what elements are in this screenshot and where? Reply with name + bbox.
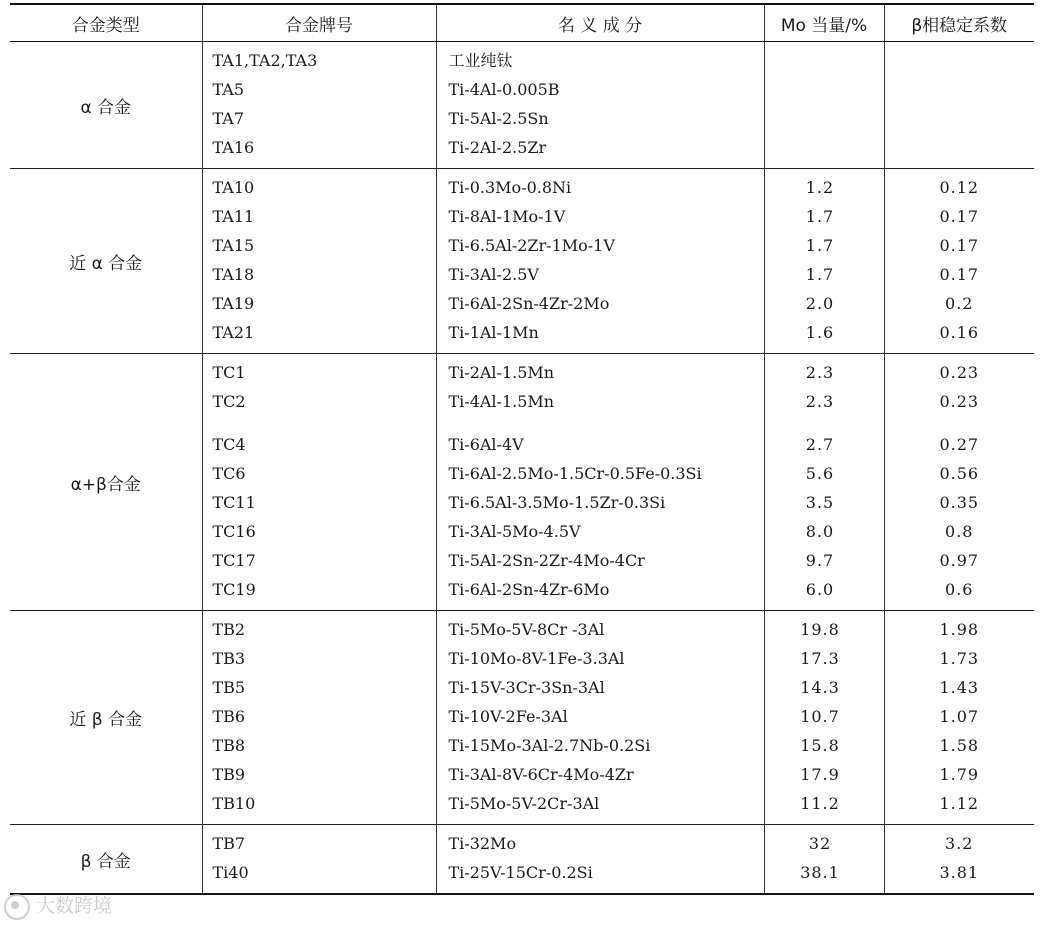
alloy-grade-cell (202, 169, 436, 354)
beta-coefficient-value (885, 75, 1035, 104)
beta-coefficient-value: 0.17 (939, 265, 980, 284)
logo-icon (4, 894, 30, 920)
mo-equivalent-value: 11.2 (800, 794, 840, 813)
composition-cell (436, 354, 764, 611)
header-beta-coefficient: β相稳定系数 (884, 4, 1034, 42)
beta-coefficient-value: 1.58 (939, 736, 980, 755)
alloy-grade-value: TA11 (212, 207, 255, 226)
beta-coefficient-value: 0.8 (945, 522, 974, 541)
alloy-grade-value: TB6 (212, 707, 246, 726)
mo-equivalent-cell (764, 611, 884, 825)
alloy-grade-value: TA16 (212, 138, 255, 157)
mo-equivalent-cell (764, 169, 884, 354)
mo-equivalent-value: 10.7 (800, 707, 840, 726)
mo-equivalent-value: 5.6 (805, 464, 835, 483)
composition-value: Ti-6Al-4V (448, 435, 524, 454)
row-spacer (885, 416, 1035, 430)
composition-value: Ti-5Al-2.5Sn (448, 109, 549, 128)
table-row-group (10, 825, 1034, 895)
table-header (10, 4, 1034, 42)
mo-equivalent-value: 1.7 (805, 265, 835, 284)
alloy-type-cell: β 合金 (80, 851, 131, 872)
composition-value: Ti-3Al-5Mo-4.5V (448, 522, 581, 541)
beta-coefficient-cell (884, 611, 1034, 825)
composition-value: Ti-2Al-1.5Mn (448, 363, 555, 382)
mo-equivalent-value: 1.7 (805, 207, 835, 226)
alloy-grade-value: TB10 (212, 794, 256, 813)
beta-coefficient-value: 0.17 (939, 236, 980, 255)
mo-equivalent-value: 1.2 (805, 178, 835, 197)
mo-equivalent-cell (764, 354, 884, 611)
mo-equivalent-value: 38.1 (800, 863, 840, 882)
composition-value: Ti-6Al-2.5Mo-1.5Cr-0.5Fe-0.3Si (448, 464, 702, 483)
beta-coefficient-value: 0.6 (945, 580, 974, 599)
composition-cell (436, 42, 764, 169)
beta-coefficient-value: 0.12 (939, 178, 980, 197)
alloy-grade-value: TC4 (212, 435, 246, 454)
composition-value: Ti-15Mo-3Al-2.7Nb-0.2Si (448, 736, 651, 755)
beta-coefficient-value: 0.27 (939, 435, 980, 454)
composition-value: Ti-4Al-1.5Mn (448, 392, 555, 411)
alloy-grade-cell (202, 354, 436, 611)
beta-coefficient-cell (884, 354, 1034, 611)
alloy-grade-cell (202, 42, 436, 169)
beta-coefficient-cell (884, 42, 1034, 169)
mo-equivalent-value: 3.5 (805, 493, 835, 512)
beta-coefficient-cell (884, 169, 1034, 354)
composition-value: 工业纯钛 (448, 51, 513, 70)
composition-cell (436, 611, 764, 825)
beta-coefficient-value: 1.73 (939, 649, 980, 668)
alloy-grade-value: TB9 (212, 765, 246, 784)
mo-equivalent-value: 14.3 (800, 678, 840, 697)
beta-coefficient-value: 1.12 (939, 794, 980, 813)
composition-value: Ti-0.3Mo-0.8Ni (448, 178, 572, 197)
alloy-grade-value: TA21 (212, 323, 255, 342)
alloy-grade-cell (202, 611, 436, 825)
beta-coefficient-value: 3.2 (945, 834, 974, 853)
beta-coefficient-value: 1.79 (939, 765, 980, 784)
composition-value: Ti-15V-3Cr-3Sn-3Al (448, 678, 605, 697)
composition-value: Ti-3Al-8V-6Cr-4Mo-4Zr (448, 765, 634, 784)
alloy-grade-value: TC1 (212, 363, 246, 382)
mo-equivalent-value: 2.3 (805, 363, 835, 382)
composition-value: Ti-6.5Al-3.5Mo-1.5Zr-0.3Si (448, 493, 666, 512)
watermark-text: 大数跨境 (36, 895, 113, 917)
beta-coefficient-value: 1.43 (939, 678, 980, 697)
mo-equivalent-value: 9.7 (805, 551, 835, 570)
header-alloy-type: 合金类型 (10, 4, 202, 42)
alloy-grade-value: TA5 (212, 80, 245, 99)
alloy-grade-value: TA19 (212, 294, 255, 313)
alloy-grade-value: TC16 (212, 522, 256, 541)
composition-value: Ti-25V-15Cr-0.2Si (448, 863, 593, 882)
watermark (4, 890, 144, 922)
composition-value: Ti-6.5Al-2Zr-1Mo-1V (448, 236, 615, 255)
mo-equivalent-value: 19.8 (800, 620, 840, 639)
beta-coefficient-value (885, 46, 1035, 75)
alloy-grade-value: TB3 (212, 649, 246, 668)
beta-coefficient-value: 0.56 (939, 464, 980, 483)
beta-coefficient-value: 0.2 (945, 294, 974, 313)
row-spacer (203, 416, 436, 430)
composition-value: Ti-1Al-1Mn (448, 323, 539, 342)
composition-value: Ti-4Al-0.005B (448, 80, 560, 99)
alloy-type-cell: 近 α 合金 (69, 253, 143, 274)
mo-equivalent-value: 15.8 (800, 736, 840, 755)
table-body (10, 42, 1034, 895)
mo-equivalent-value: 32 (808, 834, 832, 853)
alloy-grade-cell (202, 825, 436, 895)
alloy-grade-value: TC17 (212, 551, 256, 570)
mo-equivalent-value (765, 133, 884, 162)
mo-equivalent-value: 17.9 (800, 765, 840, 784)
table-row-group (10, 169, 1034, 354)
alloy-grade-value: Ti40 (212, 863, 249, 882)
alloy-grade-value: TB7 (212, 834, 246, 853)
header-alloy-grade: 合金牌号 (202, 4, 436, 42)
alloy-table (10, 3, 1034, 895)
alloy-grade-value: TA10 (212, 178, 255, 197)
beta-coefficient-value: 0.16 (939, 323, 980, 342)
header-mo-equivalent: Mo 当量/% (764, 4, 884, 42)
composition-value: Ti-5Al-2Sn-2Zr-4Mo-4Cr (448, 551, 645, 570)
mo-equivalent-value: 1.7 (805, 236, 835, 255)
beta-coefficient-value: 3.81 (939, 863, 980, 882)
alloy-type-cell: 近 β 合金 (69, 710, 143, 730)
header-composition: 名 义 成 分 (436, 4, 764, 42)
mo-equivalent-cell (764, 42, 884, 169)
beta-coefficient-value (885, 133, 1035, 162)
composition-value: Ti-8Al-1Mo-1V (448, 207, 566, 226)
mo-equivalent-value: 2.3 (805, 392, 835, 411)
alloy-type-cell: α+β合金 (70, 474, 141, 495)
mo-equivalent-value (765, 104, 884, 133)
row-spacer (437, 416, 764, 430)
composition-value: Ti-32Mo (448, 834, 517, 853)
alloy-grade-value: TA1,TA2,TA3 (212, 51, 318, 70)
row-spacer (765, 416, 884, 430)
mo-equivalent-value (765, 46, 884, 75)
mo-equivalent-value: 8.0 (805, 522, 835, 541)
alloy-grade-value: TA18 (212, 265, 255, 284)
composition-value: Ti-10V-2Fe-3Al (448, 707, 568, 726)
beta-coefficient-value: 0.97 (939, 551, 980, 570)
beta-coefficient-value: 1.98 (939, 620, 980, 639)
table-row-group (10, 354, 1034, 611)
alloy-grade-value: TC19 (212, 580, 256, 599)
beta-coefficient-value: 1.07 (939, 707, 980, 726)
mo-equivalent-value: 2.0 (805, 294, 835, 313)
composition-value: Ti-3Al-2.5V (448, 265, 539, 284)
alloy-grade-value: TC11 (212, 493, 256, 512)
header-row (10, 4, 1034, 42)
beta-coefficient-value: 0.23 (939, 392, 980, 411)
alloy-type-cell: α 合金 (80, 97, 132, 118)
alloy-grade-value: TA15 (212, 236, 255, 255)
composition-value: Ti-5Mo-5V-8Cr -3Al (448, 620, 605, 639)
mo-equivalent-value: 17.3 (800, 649, 840, 668)
alloy-grade-value: TB2 (212, 620, 246, 639)
composition-value: Ti-6Al-2Sn-4Zr-6Mo (448, 580, 610, 599)
composition-value: Ti-10Mo-8V-1Fe-3.3Al (448, 649, 625, 668)
beta-coefficient-value: 0.35 (939, 493, 980, 512)
mo-equivalent-value: 1.6 (805, 323, 835, 342)
alloy-grade-value: TC2 (212, 392, 246, 411)
table-row-group (10, 42, 1034, 169)
beta-coefficient-value: 0.17 (939, 207, 980, 226)
mo-equivalent-value: 6.0 (805, 580, 835, 599)
mo-equivalent-value: 2.7 (805, 435, 835, 454)
beta-coefficient-cell (884, 825, 1034, 895)
composition-value: Ti-2Al-2.5Zr (448, 138, 547, 157)
alloy-grade-value: TC6 (212, 464, 246, 483)
beta-coefficient-value: 0.23 (939, 363, 980, 382)
composition-value: Ti-5Mo-5V-2Cr-3Al (448, 794, 600, 813)
mo-equivalent-value (765, 75, 884, 104)
beta-coefficient-value (885, 104, 1035, 133)
composition-cell (436, 825, 764, 895)
composition-cell (436, 169, 764, 354)
alloy-grade-value: TA7 (212, 109, 245, 128)
mo-equivalent-cell (764, 825, 884, 895)
alloy-grade-value: TB5 (212, 678, 246, 697)
alloy-grade-value: TB8 (212, 736, 246, 755)
table-row-group (10, 611, 1034, 825)
composition-value: Ti-6Al-2Sn-4Zr-2Mo (448, 294, 610, 313)
